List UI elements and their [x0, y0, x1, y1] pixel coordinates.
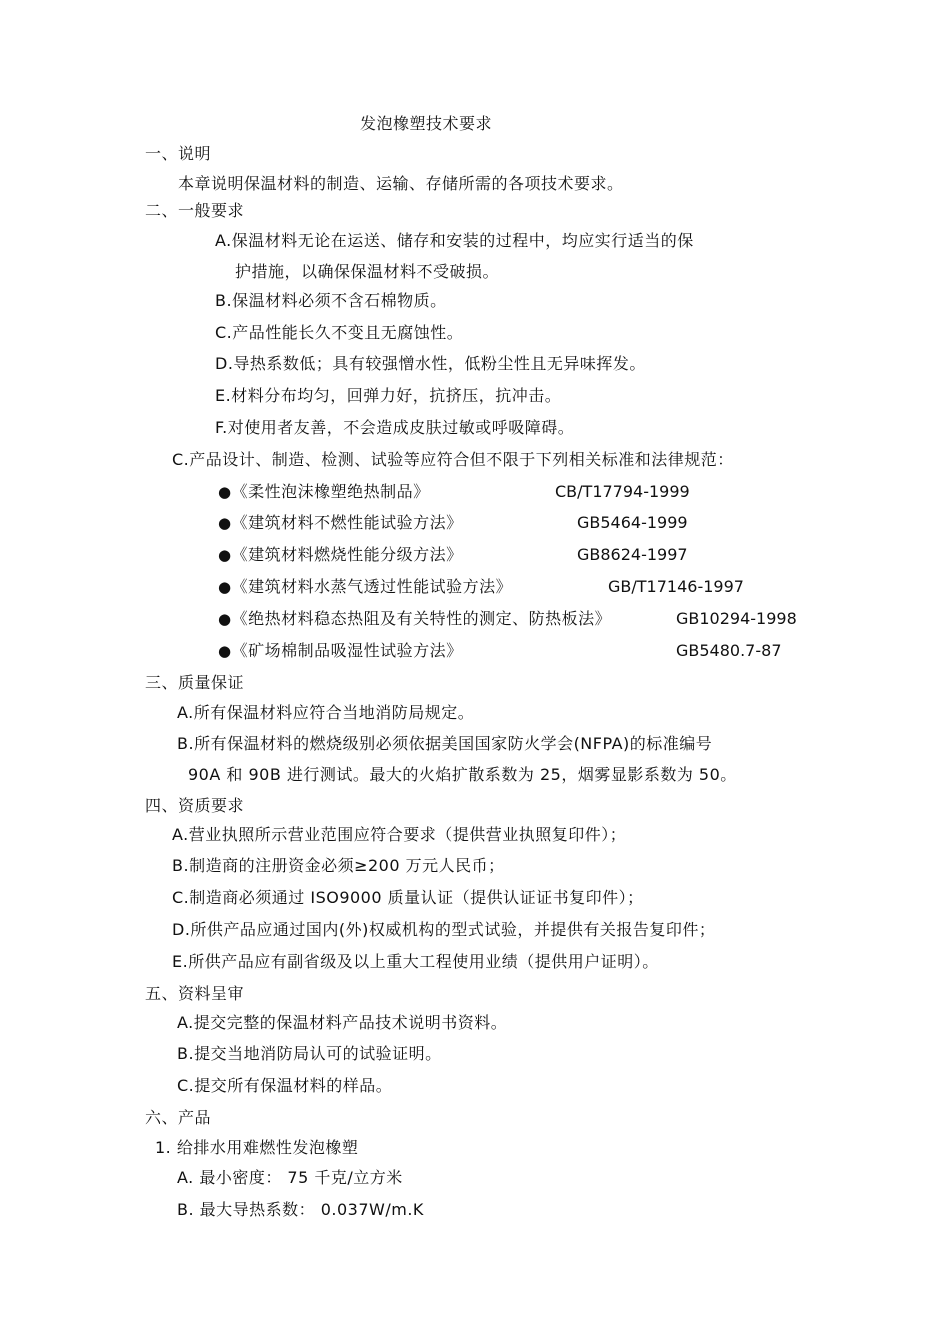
quality-item: 90A 和 90B 进行测试。最大的火焰扩散系数为 25，烟雾显影系数为 50。: [188, 765, 737, 784]
section-heading-submittals: 五、资料呈审: [145, 984, 245, 1003]
product-subheading: 1. 给排水用难燃性发泡橡塑: [155, 1138, 359, 1157]
standard-name: 《建筑材料燃烧性能分级方法》: [231, 545, 463, 564]
general-requirement-item: 护措施，以确保保温材料不受破损。: [235, 262, 500, 281]
standard-name: 《矿场棉制品吸湿性试验方法》: [231, 641, 463, 660]
qualification-item: C.制造商必须通过 ISO9000 质量认证（提供认证证书复印件）；: [172, 888, 644, 907]
standard-name: 《绝热材料稳态热阻及有关特性的测定、防热板法》: [231, 609, 612, 628]
standard-code: GB8624-1997: [577, 545, 688, 564]
section-heading-qualification: 四、资质要求: [145, 796, 245, 815]
general-requirement-item: A.保温材料无论在运送、储存和安装的过程中，均应实行适当的保: [215, 231, 694, 250]
standard-item: [218, 481, 430, 503]
qualification-item: A.营业执照所示营业范围应符合要求（提供营业执照复印件）；: [172, 825, 627, 844]
qualification-item: B.制造商的注册资金必须≥200 万元人民币；: [172, 856, 505, 875]
general-requirement-item: C.产品性能长久不变且无腐蚀性。: [215, 323, 464, 342]
qualification-item: E.所供产品应有副省级及以上重大工程使用业绩（提供用户证明）。: [172, 952, 659, 971]
product-spec-item: B. 最大导热系数： 0.037W/m.K: [177, 1200, 424, 1219]
general-requirement-item: B.保温材料必须不含石棉物质。: [215, 291, 447, 310]
quality-item: A.所有保温材料应符合当地消防局规定。: [177, 703, 475, 722]
bullet-icon: ●: [218, 514, 232, 532]
general-requirement-item: F.对使用者友善，不会造成皮肤过敏或呼吸障碍。: [215, 418, 575, 437]
submittal-item: C.提交所有保温材料的样品。: [177, 1076, 393, 1095]
section-heading-description: 一、说明: [145, 144, 212, 163]
standard-item: [218, 576, 512, 598]
bullet-icon: ●: [218, 546, 232, 564]
standard-item: [218, 608, 611, 630]
document-title: 发泡橡塑技术要求: [360, 114, 493, 133]
standard-code: GB5480.7-87: [676, 641, 782, 660]
standard-code: GB/T17146-1997: [608, 577, 744, 596]
standard-item: [218, 640, 463, 662]
section-heading-products: 六、产品: [145, 1108, 212, 1127]
standard-name: 《建筑材料水蒸气透过性能试验方法》: [231, 577, 513, 596]
standard-code: CB/T17794-1999: [555, 482, 690, 501]
submittal-item: A.提交完整的保温材料产品技术说明书资料。: [177, 1013, 508, 1032]
standard-item: [218, 512, 463, 534]
standards-intro: C.产品设计、制造、检测、试验等应符合但不限于下列相关标准和法律规范：: [172, 450, 734, 469]
bullet-icon: ●: [218, 642, 232, 660]
standard-name: 《柔性泡沫橡塑绝热制品》: [231, 482, 430, 501]
bullet-icon: ●: [218, 578, 232, 596]
product-spec-item: A. 最小密度： 75 千克/立方米: [177, 1168, 403, 1187]
general-requirement-item: D.导热系数低；具有较强憎水性，低粉尘性且无异味挥发。: [215, 354, 646, 373]
quality-item: B.所有保温材料的燃烧级别必须依据美国国家防火学会(NFPA)的标准编号: [177, 734, 713, 753]
general-requirement-item: E.材料分布均匀，回弹力好，抗挤压，抗冲击。: [215, 386, 562, 405]
standard-name: 《建筑材料不燃性能试验方法》: [231, 513, 463, 532]
standard-code: GB5464-1999: [577, 513, 688, 532]
bullet-icon: ●: [218, 483, 232, 501]
section-heading-general-requirements: 二、一般要求: [145, 201, 245, 220]
submittal-item: B.提交当地消防局认可的试验证明。: [177, 1044, 442, 1063]
standard-code: GB10294-1998: [676, 609, 797, 628]
standard-item: [218, 544, 463, 566]
section-heading-quality-assurance: 三、质量保证: [145, 673, 245, 692]
bullet-icon: ●: [218, 610, 232, 628]
qualification-item: D.所供产品应通过国内(外)权威机构的型式试验，并提供有关报告复印件；: [172, 920, 716, 939]
section-description-text: 本章说明保温材料的制造、运输、存储所需的各项技术要求。: [178, 174, 624, 193]
